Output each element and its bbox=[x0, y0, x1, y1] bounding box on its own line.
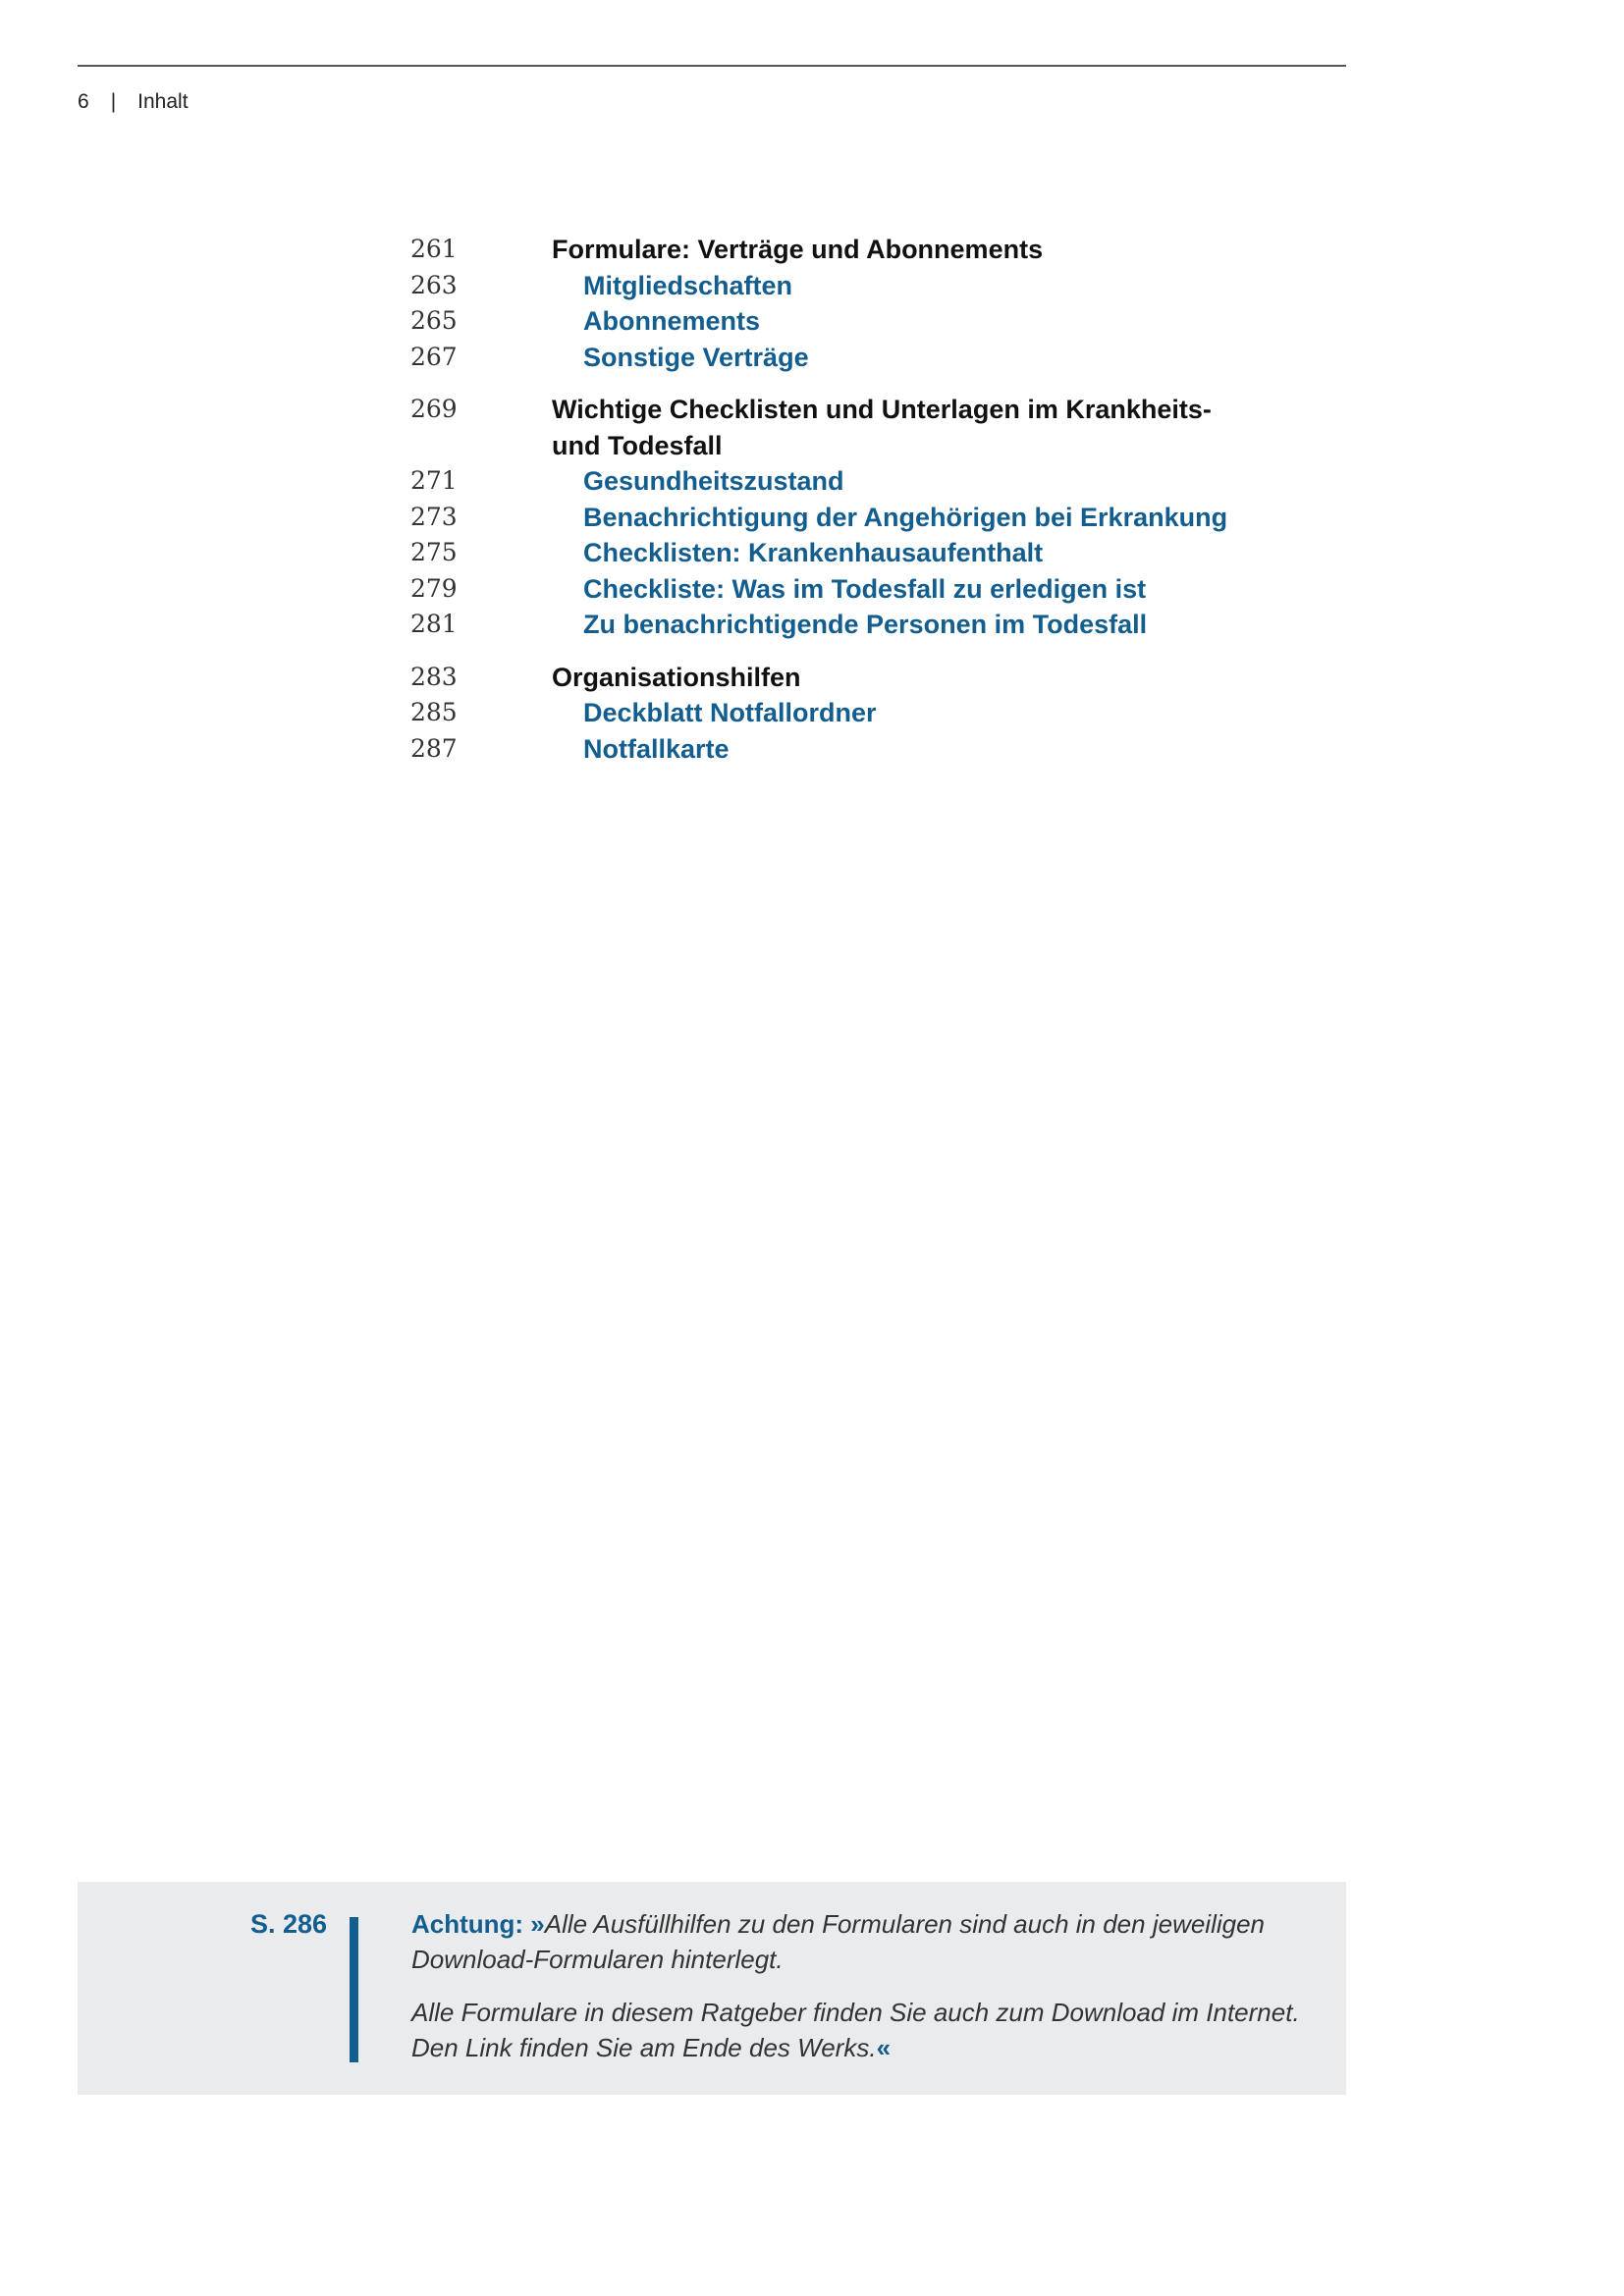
toc-page: 287 bbox=[410, 733, 458, 763]
note-box bbox=[78, 1882, 1346, 2095]
page-number: 6 bbox=[78, 90, 89, 113]
toc-title-line: Wichtige Checklisten und Unterlagen im Krankheits- bbox=[552, 395, 1212, 424]
toc-title: Notfallkarte bbox=[583, 733, 730, 764]
table-of-contents bbox=[410, 232, 1255, 767]
note-lead: Achtung: » bbox=[411, 1909, 545, 1939]
toc-title: Benachrichtigung der Angehörigen bei Erkrankung bbox=[583, 502, 1228, 532]
toc-section[interactable] bbox=[410, 232, 1255, 268]
toc-page: 261 bbox=[410, 235, 458, 263]
toc-section[interactable] bbox=[410, 660, 1255, 696]
toc-gap bbox=[410, 375, 1255, 392]
note-para1: Alle Ausfüllhilfen zu den Formularen sind auch in den jeweiligen Download-Formularen hinterlegt. bbox=[411, 1909, 1266, 1974]
toc-page: 273 bbox=[410, 502, 458, 531]
note-para2: Alle Formulare in diesem Ratgeber finden Sie auch zum Download im Internet. Den Link finden Sie am Ende des Werks. bbox=[411, 1998, 1300, 2062]
toc-title: Organisationshilfen bbox=[552, 662, 801, 692]
toc-entry[interactable] bbox=[410, 500, 1255, 536]
toc-page: 285 bbox=[410, 698, 458, 726]
toc-entry[interactable] bbox=[410, 607, 1255, 643]
toc-title: Zu benachrichtigende Personen im Todesfall bbox=[583, 610, 1148, 639]
toc-title: Sonstige Verträge bbox=[583, 342, 809, 372]
toc-title: Checklisten: Krankenhausaufenthalt bbox=[583, 538, 1044, 567]
toc-section[interactable] bbox=[410, 392, 1255, 463]
toc-page: 271 bbox=[410, 466, 458, 495]
header-separator: | bbox=[110, 90, 117, 113]
toc-title: Formulare: Verträge und Abonnements bbox=[552, 235, 1044, 264]
toc-page: 275 bbox=[410, 538, 458, 566]
toc-page: 265 bbox=[410, 306, 458, 335]
toc-page: 269 bbox=[410, 395, 458, 423]
toc-entry[interactable] bbox=[410, 340, 1255, 376]
section-title: Inhalt bbox=[137, 90, 189, 113]
page-reference: S. 286 bbox=[250, 1909, 328, 1939]
toc-entry[interactable] bbox=[410, 571, 1255, 608]
toc-page: 279 bbox=[410, 573, 458, 603]
closing-quote: « bbox=[876, 2033, 892, 2062]
toc-page: 283 bbox=[410, 662, 458, 691]
note-accent-bar bbox=[350, 1917, 358, 2062]
toc-title: Abonnements bbox=[583, 306, 761, 336]
toc-entry[interactable] bbox=[410, 535, 1255, 571]
note-paragraph bbox=[411, 1906, 1334, 1977]
toc-entry[interactable] bbox=[410, 463, 1255, 500]
running-header bbox=[78, 90, 189, 114]
toc-title: Mitgliedschaften bbox=[583, 270, 793, 300]
toc-title bbox=[552, 392, 1255, 463]
toc-gap bbox=[410, 643, 1255, 660]
toc-page: 267 bbox=[410, 342, 458, 371]
note-paragraph bbox=[411, 1995, 1334, 2065]
toc-title: Gesundheitszustand bbox=[583, 466, 844, 496]
note-text bbox=[411, 1906, 1334, 2083]
toc-entry[interactable] bbox=[410, 731, 1255, 768]
toc-title-line: und Todesfall bbox=[552, 430, 723, 460]
toc-entry[interactable] bbox=[410, 303, 1255, 340]
toc-entry[interactable] bbox=[410, 695, 1255, 731]
toc-page: 281 bbox=[410, 610, 458, 638]
toc-entry[interactable] bbox=[410, 268, 1255, 304]
toc-title: Deckblatt Notfallordner bbox=[583, 698, 877, 727]
toc-page: 263 bbox=[410, 270, 458, 299]
header-rule bbox=[78, 65, 1346, 67]
toc-title: Checkliste: Was im Todesfall zu erledigen ist bbox=[583, 573, 1147, 604]
